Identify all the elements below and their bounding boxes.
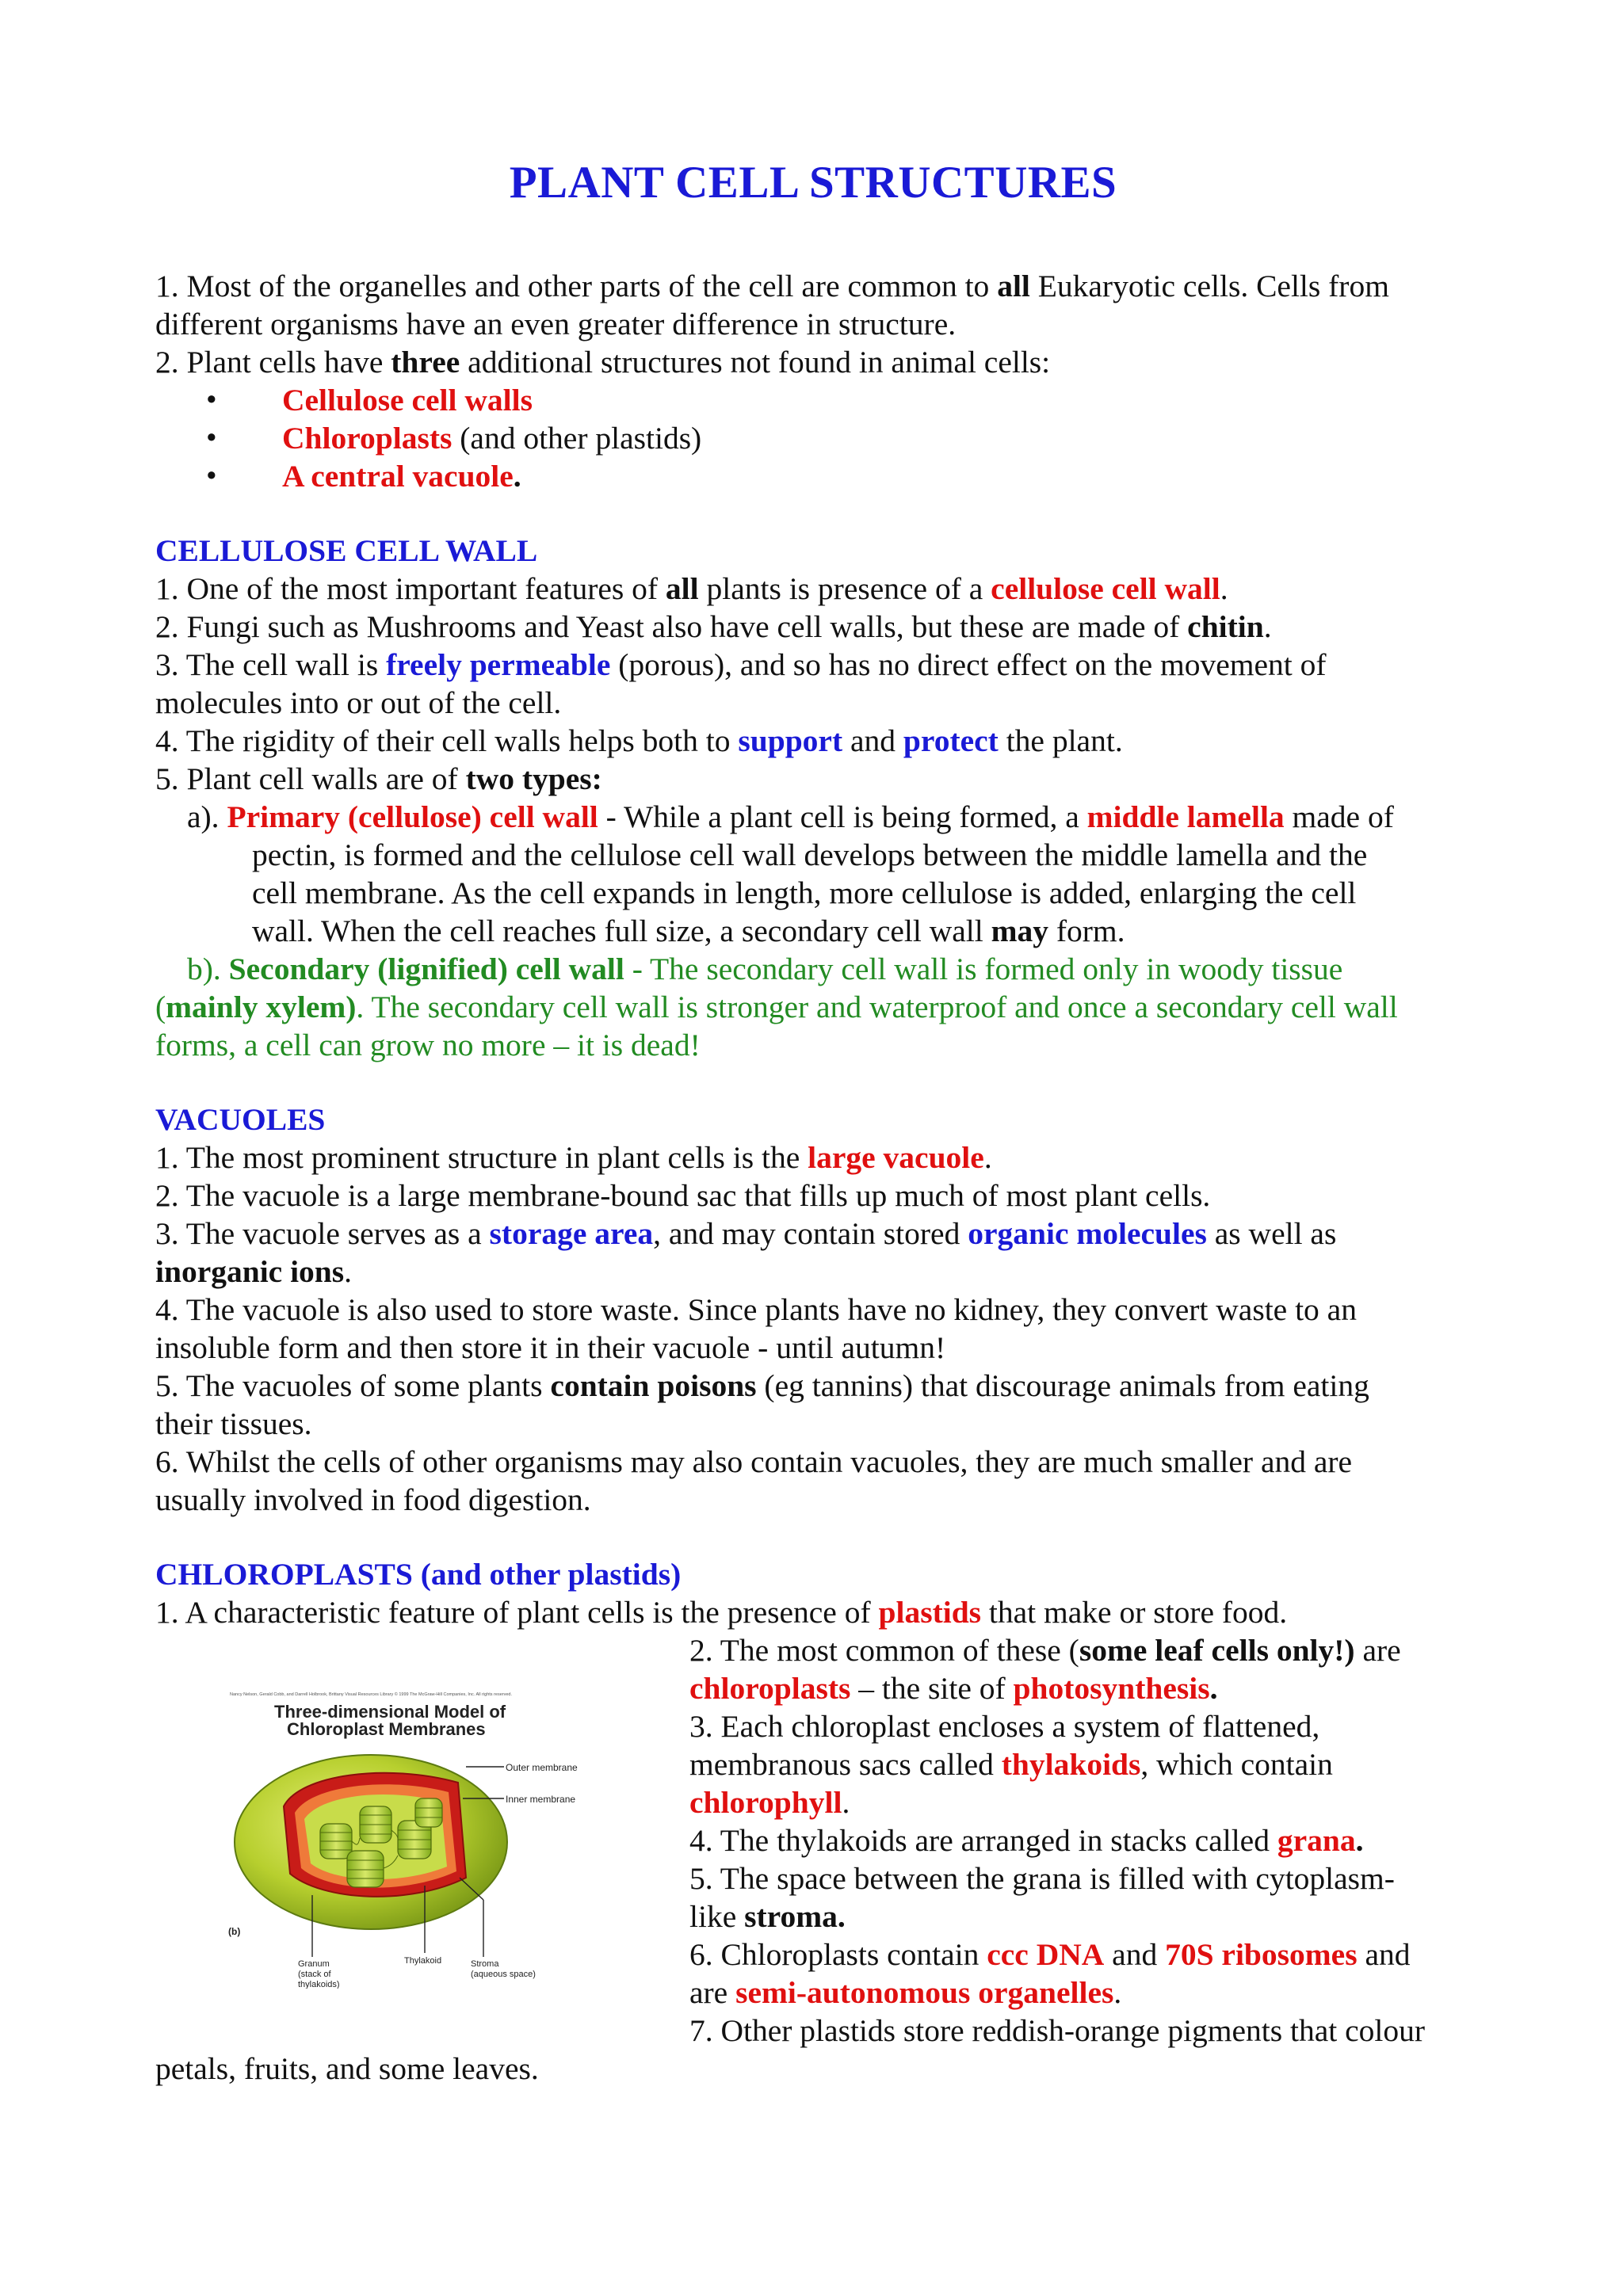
label-granum: Granum	[298, 1959, 330, 1969]
intro-line-2: different organisms have an even greater difference in structure.	[155, 307, 957, 341]
bullet-item: A central vacuole.	[282, 459, 521, 494]
chloroplast-diagram	[228, 1688, 640, 1989]
label-outer-membrane: Outer membrane	[506, 1762, 578, 1773]
bullet-item: Chloroplasts (and other plastids)	[282, 421, 702, 456]
diagram-title-1: Three-dimensional Model of	[274, 1702, 506, 1722]
vac-line-3: 3. The vacuole serves as a storage area, and may contain stored organic molecules as well as	[155, 1216, 1337, 1251]
chloro-line-2: 2. The most common of these (some leaf cells only!) are	[689, 1633, 1401, 1668]
vac-line-1: 1. The most prominent structure in plant cells is the large vacuole.	[155, 1140, 992, 1175]
wall-line-3b: molecules into or out of the cell.	[155, 685, 562, 720]
bullet-item: Cellulose cell walls	[282, 383, 533, 418]
section-heading-chloroplasts: CHLOROPLASTS (and other plastids)	[155, 1557, 682, 1592]
wall-line-2: 2. Fungi such as Mushrooms and Yeast also have cell walls, but these are made of chitin.	[155, 609, 1272, 644]
bullet-icon: •	[206, 459, 217, 493]
chloro-line-1: 1. A characteristic feature of plant cells is the presence of plastids that make or store food.	[155, 1595, 1288, 1630]
vac-line-6: 6. Whilst the cells of other organisms may also contain vacuoles, they are much smaller and are	[155, 1444, 1353, 1479]
chloro-line-7b: petals, fruits, and some leaves.	[155, 2051, 539, 2086]
label-granum-2: (stack of	[298, 1970, 331, 1979]
vac-line-4b: insoluble form and then store it in their vacuole - until autumn!	[155, 1330, 946, 1365]
vac-line-6b: usually involved in food digestion.	[155, 1482, 591, 1517]
label-stroma-2: (aqueous space)	[471, 1970, 536, 1979]
vac-line-4: 4. The vacuole is also used to store waste. Since plants have no kidney, they convert waste to an	[155, 1292, 1357, 1327]
page-title: PLANT CELL STRUCTURES	[509, 158, 1117, 208]
chloro-line-4: 4. The thylakoids are arranged in stacks called grana.	[689, 1823, 1364, 1858]
wall-line-5: 5. Plant cell walls are of two types:	[155, 761, 602, 796]
label-inner-membrane: Inner membrane	[506, 1794, 576, 1805]
wall-sub-a-2: pectin, is formed and the cellulose cell wall develops between the middle lamella and the	[252, 837, 1368, 872]
diagram-title-2: Chloroplast Membranes	[287, 1719, 486, 1739]
wall-line-3: 3. The cell wall is freely permeable (porous), and so has no direct effect on the movement of	[155, 647, 1327, 682]
chloro-line-6: 6. Chloroplasts contain ccc DNA and 70S ribosomes and	[689, 1937, 1411, 1972]
chloro-line-5: 5. The space between the grana is filled with cytoplasm-	[689, 1861, 1395, 1896]
bullet-icon: •	[206, 421, 217, 455]
chloro-line-2b: chloroplasts – the site of photosynthesis.	[689, 1671, 1218, 1706]
chloro-line-3c: chlorophyll.	[689, 1785, 850, 1820]
label-thylakoid: Thylakoid	[404, 1956, 442, 1966]
label-granum-3: thylakoids)	[298, 1980, 340, 1989]
wall-sub-a-3: cell membrane. As the cell expands in length, more cellulose is added, enlarging the cell	[252, 875, 1357, 910]
intro-line-1: 1. Most of the organelles and other parts of the cell are common to all Eukaryotic cells. Cells from	[155, 269, 1389, 303]
chloro-line-5b: like stroma.	[689, 1899, 846, 1934]
diagram-credit: Nancy Nelson, Gerald Cobb, and Darrell Holbrook, Brittany Visual Resources Library © 1999 The McGraw-Hill Companies, Inc. All rights reserved.	[230, 1692, 512, 1697]
panel-label: (b)	[228, 1926, 241, 1937]
chloroplast-illustration	[235, 1755, 507, 1929]
wall-sub-a-4: wall. When the cell reaches full size, a secondary cell wall may form.	[252, 913, 1125, 948]
chloro-line-7: 7. Other plastids store reddish-orange pigments that colour	[689, 2013, 1426, 2048]
wall-line-1: 1. One of the most important features of all plants is presence of a cellulose cell wall.	[155, 571, 1228, 606]
vac-line-5b: their tissues.	[155, 1406, 312, 1441]
wall-sub-b: b). Secondary (lignified) cell wall - The secondary cell wall is formed only in woody tissue	[187, 952, 1343, 986]
label-stroma: Stroma	[471, 1959, 499, 1969]
vac-line-2: 2. The vacuole is a large membrane-bound sac that fills up much of most plant cells.	[155, 1178, 1211, 1213]
wall-sub-b-3: forms, a cell can grow no more – it is dead!	[155, 1028, 701, 1062]
wall-sub-b-2: (mainly xylem). The secondary cell wall is stronger and waterproof and once a secondary cell wall	[155, 990, 1398, 1024]
section-heading-vacuoles: VACUOLES	[155, 1102, 326, 1137]
chloro-line-6b: are semi-autonomous organelles.	[689, 1975, 1122, 2010]
vac-line-5: 5. The vacuoles of some plants contain poisons (eg tannins) that discourage animals from eating	[155, 1368, 1369, 1403]
intro-line-3: 2. Plant cells have three additional structures not found in animal cells:	[155, 345, 1051, 379]
chloro-line-3: 3. Each chloroplast encloses a system of flattened,	[689, 1709, 1320, 1744]
chloro-line-3b: membranous sacs called thylakoids, which contain	[689, 1747, 1333, 1782]
wall-line-4: 4. The rigidity of their cell walls helps both to support and protect the plant.	[155, 723, 1123, 758]
section-heading-cell-wall: CELLULOSE CELL WALL	[155, 533, 538, 568]
bullet-icon: •	[206, 383, 217, 417]
wall-sub-a: a). Primary (cellulose) cell wall - While a plant cell is being formed, a middle lamella made of	[187, 799, 1394, 834]
vac-line-3b: inorganic ions.	[155, 1254, 353, 1289]
